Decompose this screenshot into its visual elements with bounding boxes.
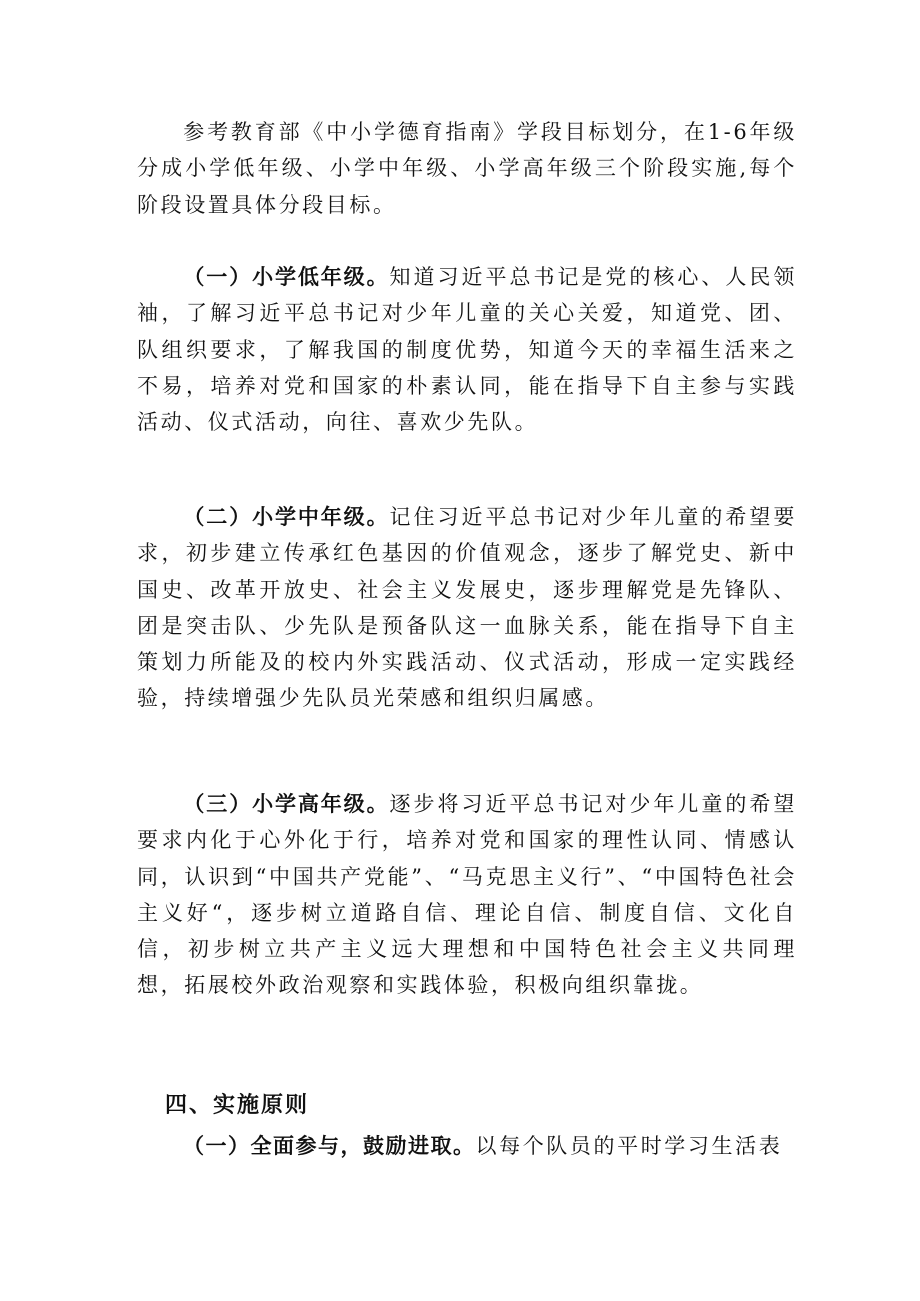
principle-heading: （一）全面参与，鼓励进取。 [183, 1134, 476, 1158]
high-grade-text: 逐步将习近平总书记对少年儿童的希望要求内化于心外化于行，培养对党和国家的理性认同、情感认同，认识到“中国共产党能”、“马克思主义行”、“中国特色社会主义好“，逐步树立道路自信、理论自信、制度自信、文化自信，初步树立共产主义远大理想和中国特色社会主义共同理想，拓展校外政治观察和实践体验，积极向组织靠拢。 [137, 792, 798, 998]
section-heading: 四、实施原则 [165, 1093, 310, 1118]
intro-paragraph [137, 114, 797, 223]
intro-text: 参考教育部《中小学德育指南》学段目标划分，在1-6年级分成小学低年级、小学中年级、小学高年级三个阶段实施,每个阶段设置具体分段目标。 [137, 120, 797, 217]
principle-paragraph [137, 1128, 797, 1164]
middle-grade-text: 记住习近平总书记对少年儿童的希望要求，初步建立传承红色基因的价值观念，逐步了解党史、新中国史、改革开放史、社会主义发展史，逐步理解党是先锋队、团是突击队、少先队是预备队这一血脉关系，能在指导下自主策划力所能及的校内外实践活动、仪式活动，形成一定实践经验，持续增强少先队员光荣感和组织归属感。 [137, 505, 798, 711]
middle-grade-paragraph [137, 499, 797, 717]
low-grade-heading: （一）小学低年级。 [183, 265, 390, 289]
principle-text: 以每个队员的平时学习生活表 [475, 1134, 783, 1158]
low-grade-text: 知道习近平总书记是党的核心、人民领袖，了解习近平总书记对少年儿童的关心关爱，知道党、团、队组织要求，了解我国的制度优势，知道今天的幸福生活来之不易，培养对党和国家的朴素认同，能在指导下自主参与实践活动、仪式活动，向往、喜欢少先队。 [137, 265, 798, 435]
high-grade-heading: （三）小学高年级。 [183, 792, 390, 816]
middle-grade-heading: （二）小学中年级。 [183, 505, 390, 529]
high-grade-paragraph [137, 786, 797, 1004]
low-grade-paragraph [137, 259, 797, 440]
